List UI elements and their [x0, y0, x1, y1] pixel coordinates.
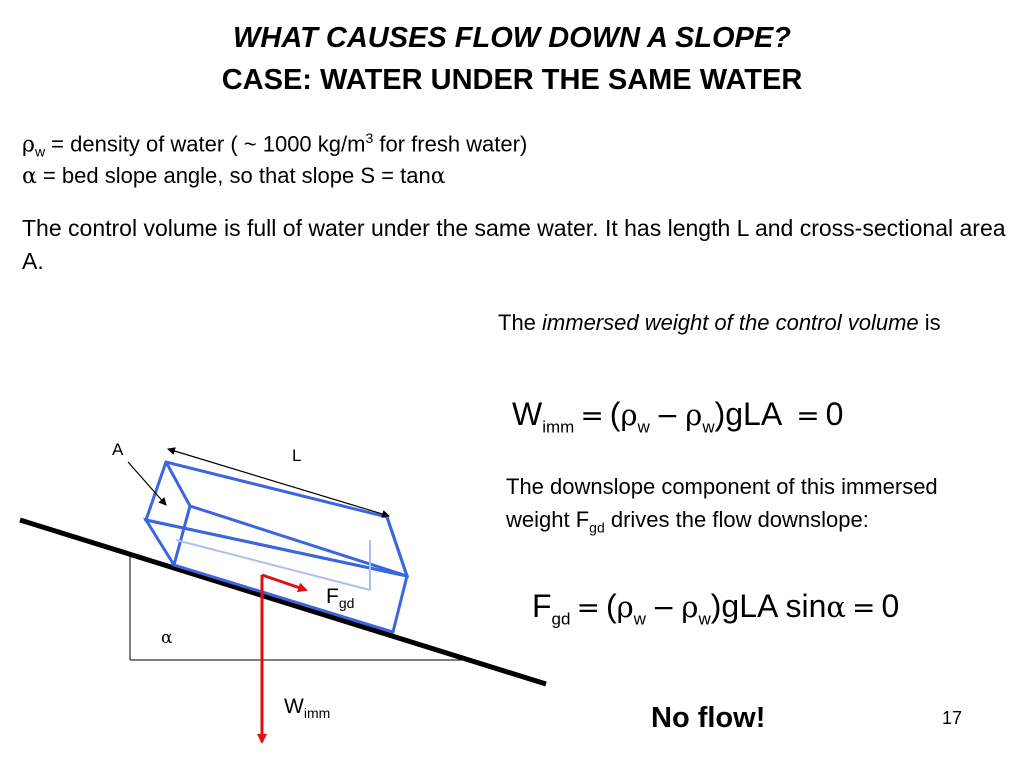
label-f-sub: gd	[338, 595, 355, 612]
label-downslope-force	[326, 585, 354, 611]
eq2-lhs: F	[532, 588, 552, 624]
eq1-close: )gLA	[714, 396, 783, 432]
eq1-rho1: ρ	[620, 398, 638, 432]
area-pointer-arrow	[128, 462, 166, 505]
eq2-rho1: ρ	[616, 590, 634, 624]
rho-superscript: 3	[365, 130, 374, 146]
slope-line	[20, 520, 546, 684]
eq2-minus: −	[651, 591, 676, 624]
label-alpha: α	[161, 628, 173, 648]
downslope-text1: The downslope component of this immersed weight F	[506, 474, 938, 532]
immersed-suffix: is	[918, 310, 941, 335]
eq2-alpha: α	[826, 590, 846, 624]
label-f: F	[326, 585, 339, 608]
eq1-rho2: ρ	[685, 398, 703, 432]
eq2-rho1-sub: w	[633, 609, 646, 629]
eq1-rho1-sub: w	[637, 417, 650, 437]
length-dimension-arrow	[168, 449, 389, 516]
eq2-open: (	[605, 588, 617, 624]
eq1-rho2-sub: w	[702, 417, 715, 437]
no-flow-conclusion: No flow!	[651, 702, 766, 734]
label-weight	[284, 695, 330, 721]
eq2-rho2: ρ	[681, 590, 699, 624]
label-area: A	[112, 440, 124, 459]
downslope-force-arrow	[262, 575, 306, 590]
eq2-equals2: =	[851, 591, 876, 624]
eq2-close: )gLA sin	[710, 588, 827, 624]
eq1-minus: −	[655, 399, 680, 432]
immersed-italic: immersed weight of the control volume	[542, 310, 919, 335]
slide-title-line1: WHAT CAUSES FLOW DOWN A SLOPE?	[233, 22, 791, 54]
slide-title-line2: CASE: WATER UNDER THE SAME WATER	[221, 64, 803, 96]
alpha-symbol: α	[22, 164, 37, 189]
eq1-equals2: =	[796, 399, 820, 432]
rho-text-before: = density of water ( ~ 1000 kg/m	[45, 131, 366, 157]
eq2-lhs-sub: gd	[551, 609, 571, 629]
eq1-lhs-sub: imm	[542, 417, 575, 437]
rho-subscript: w	[34, 143, 46, 160]
eq1-lhs: W	[512, 396, 543, 432]
eq2-equals: =	[576, 591, 600, 624]
alpha-end-symbol: α	[430, 164, 446, 189]
control-volume-paragraph: The control volume is full of water under the same water. It has length L and cross-sectional area A.	[22, 215, 1006, 274]
eq1-open: (	[609, 396, 621, 432]
rho-symbol: ρ	[22, 132, 35, 158]
page-number: 17	[942, 708, 963, 728]
control-volume-box	[146, 462, 407, 632]
label-w: W	[284, 695, 304, 718]
alpha-text: = bed slope angle, so that slope S = tan	[36, 163, 431, 188]
eq2-rho2-sub: w	[698, 609, 711, 629]
immersed-prefix: The	[498, 310, 543, 335]
downslope-sub: gd	[589, 519, 605, 536]
label-length: L	[292, 446, 302, 465]
rho-text-after: for fresh water)	[373, 131, 528, 157]
label-w-sub: imm	[303, 705, 331, 722]
eq1-equals: =	[580, 399, 604, 432]
eq2-rhs: 0	[881, 588, 900, 624]
downslope-text2: drives the flow downslope:	[604, 507, 869, 532]
eq1-rhs: 0	[825, 396, 844, 432]
